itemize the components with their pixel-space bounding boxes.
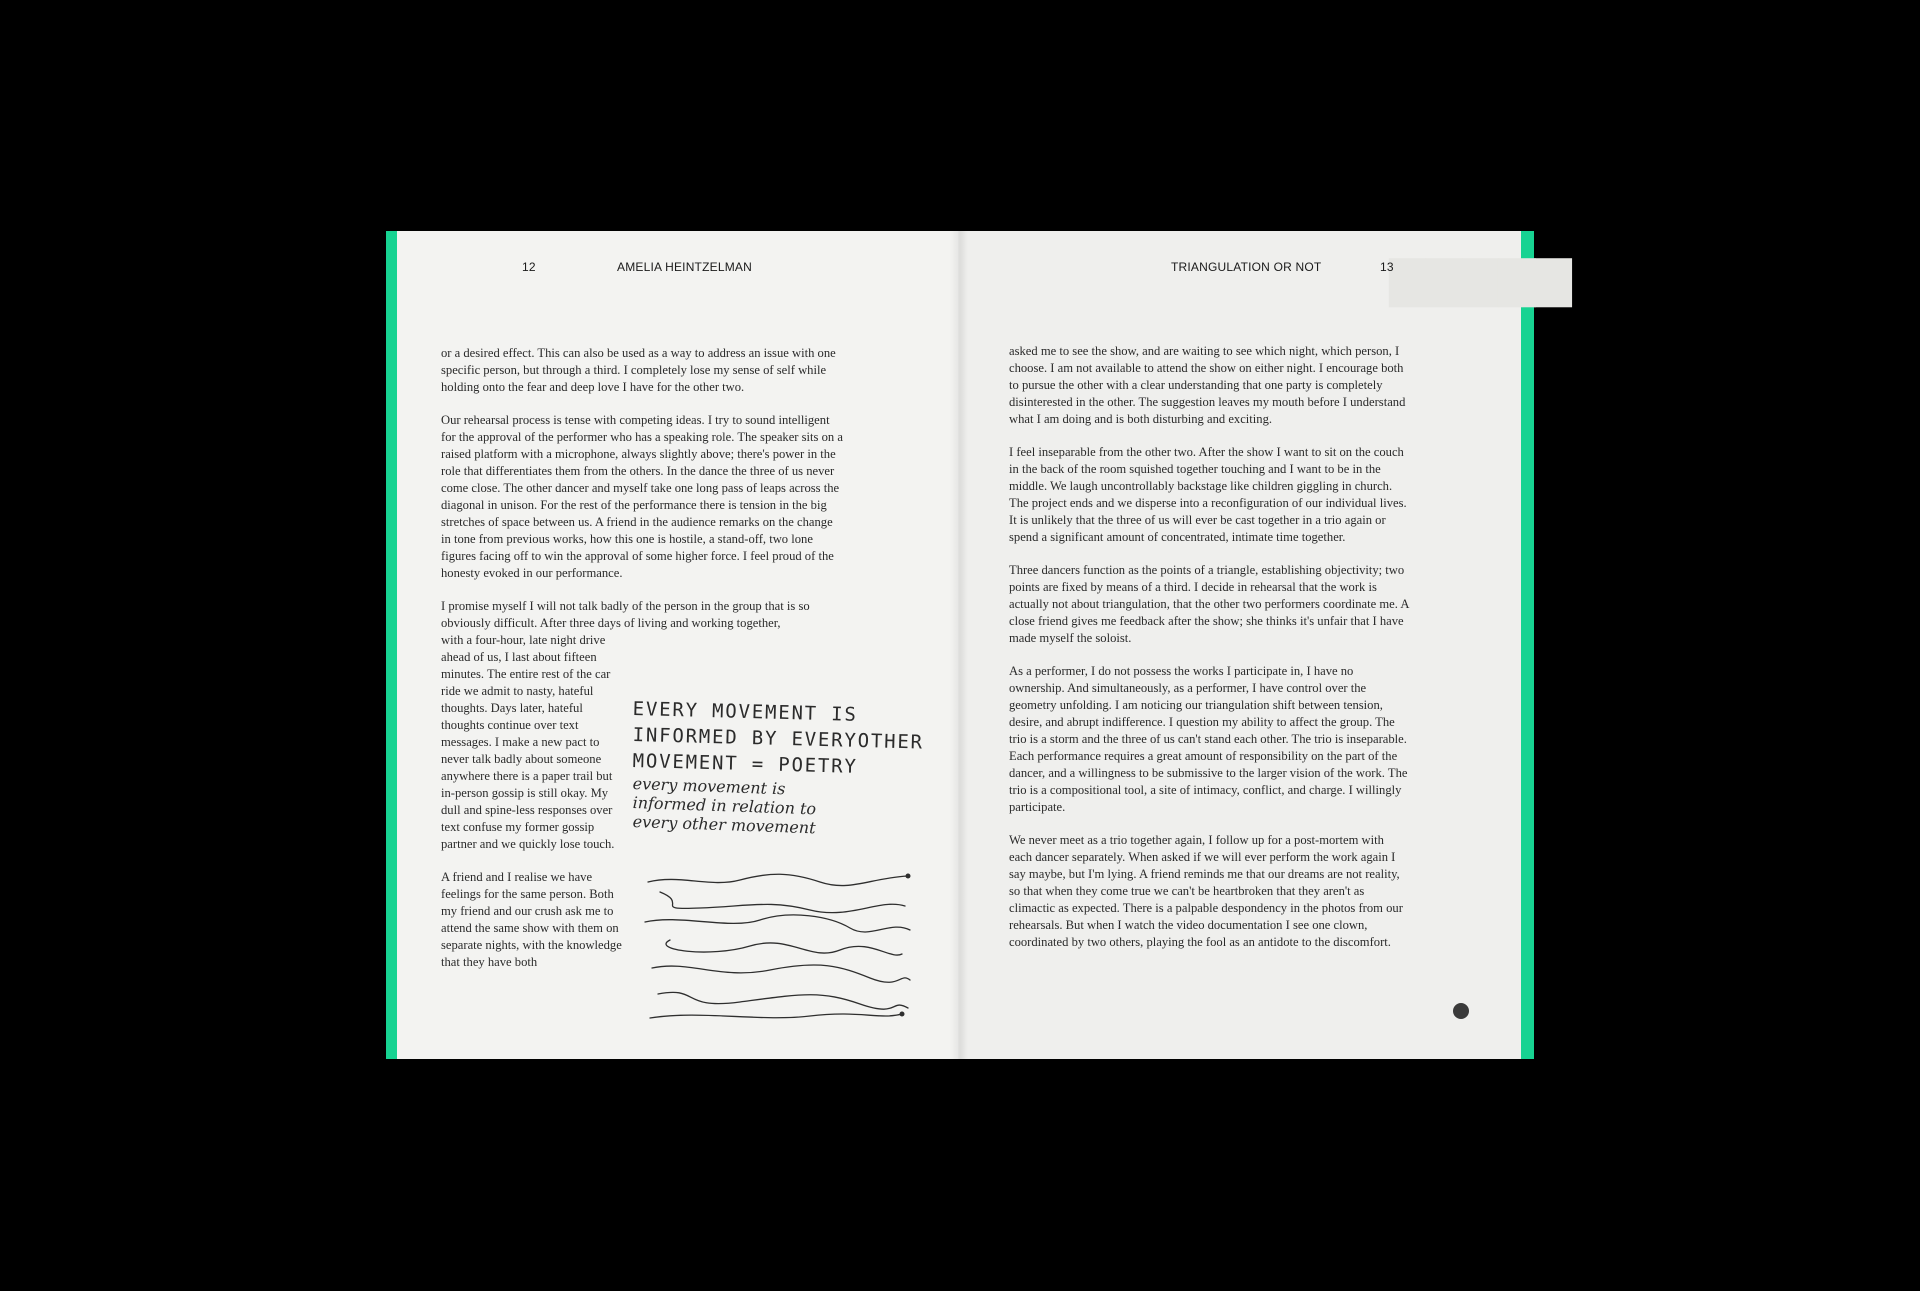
paragraph: asked me to see the show, and are waiting to see which night, which person, I choose. I am not available to attend the show on either night. I encourage both to pursue the other with a clear understanding that one party is completely disinterested in the other. The suggestion leaves my mouth before I understand what I am doing and is both disturbing and exciting.: [1009, 344, 1406, 426]
narrow-column: [441, 632, 626, 971]
handwritten-line: EVERY MOVEMENT IS: [632, 697, 858, 726]
book-gutter: [950, 231, 968, 1059]
handwritten-line: MOVEMENT = POETRY: [632, 749, 858, 778]
handwritten-line: informed in relation to: [632, 793, 817, 819]
paragraph: with a four-hour, late night drive ahead of us, I last about fifteen minutes. The entire rest of the car ride we admit to nasty, hateful thoughts. Days later, hateful thoughts continue over text messages. I make a new pact to never talk badly about someone anywhere there is a paper trail but in-person gossip is still okay. My dull and spine-less responses over text confuse my former gossip partner and we quickly lose touch.: [441, 633, 615, 851]
green-page-edge-left: [386, 231, 397, 1059]
paragraph: I feel inseparable from the other two. After the show I want to sit on the couch in the back of the room squished together touching and I want to be in the middle. We laugh uncontrollably backstage like children giggling in church. The project ends and we disperse into a reconfiguration of our individual lives. It is unlikely that the three of us will ever be cast together in a trio again or spend a significant amount of concentrated, intimate time together.: [1009, 445, 1407, 544]
handwritten-line: INFORMED BY EVERYOTHER: [632, 723, 925, 754]
paragraph: We never meet as a trio together again, I follow up for a post-mortem with each dancer separately. When asked if we will ever perform the work again I say maybe, but I'm lying. A friend reminds me that our dreams are not reality, so that when they come true we can't be heartbroken that they aren't as climactic as expected. There is a palpable despondency in the photos from our rehearsals. But when I watch the video documentation I see one clown, coordinated by two others, playing the fool as an antidote to the discomfort.: [1009, 833, 1403, 949]
paragraph: As a performer, I do not possess the works I participate in, I have no ownership. And simultaneously, as a performer, I have control over the geometry unfolding. I am noticing our triangulation shift between tension, desire, and abrupt indifference. I question my ability to affect the group. The trio is a storm and the three of us can't stand each other. The trio is inseparable. Each performance requires a great amount of responsibility on the part of the dancer, and a willingness to be submissive to the larger vision of the work. The trio is a compositional tool, a site of intimacy, conflict, and charge. I willingly participate.: [1009, 664, 1408, 814]
handwritten-note: [632, 696, 925, 838]
paragraph: Three dancers function as the points of a triangle, establishing objectivity; two points are fixed by means of a third. I decide in rehearsal that the work is actually not about triangulation, that the other two performers coordinate me. A close friend gives me feedback after the show; she thinks it's unfair that I have made myself the soloist.: [1009, 563, 1409, 645]
end-mark-dot: [1453, 1003, 1469, 1019]
page-number-right: 13: [1380, 260, 1394, 274]
handwritten-line: every other movement: [632, 812, 816, 838]
paragraph: I promise myself I will not talk badly of the person in the group that is so obviously difficult. After three days of living and working together,: [441, 599, 810, 630]
paragraph: Our rehearsal process is tense with competing ideas. I try to sound intelligent for the approval of the performer who has a speaking role. The speaker sits on a raised platform with a microphone, always slightly above; there's power in the role that differentiates them from the others. In the dance the three of us never come close. The other dancer and myself take one long pass of leaps across the diagonal in unison. For the rest of the performance there is tension in the big stretches of space between us. A friend in the audience remarks on the change in tone from previous works, how this one is hostile, a stand-off, two lone figures facing off to win the approval of some higher force. I feel proud of the honesty evoked in our performance.: [441, 413, 843, 580]
paragraph: A friend and I realise we have feelings for the same person. Both my friend and our crush ask me to attend the same show with them on separate nights, with the knowledge that they have both: [441, 870, 622, 969]
running-head-left: AMELIA HEINTZELMAN: [617, 260, 752, 274]
handwritten-line: every movement is: [632, 774, 786, 799]
page-number-left: 12: [522, 260, 536, 274]
handwritten-scribble: [640, 870, 920, 1025]
right-column-text: [1009, 343, 1409, 967]
show-through-text: ▇▇▇▇▇: [1390, 253, 1572, 305]
green-page-edge-right: [1521, 231, 1534, 1059]
paragraph: or a desired effect. This can also be used as a way to address an issue with one specific person, but through a third. I completely lose my sense of self while holding onto the fear and deep love I have for the other two.: [441, 346, 836, 394]
running-head-right: TRIANGULATION OR NOT: [1171, 260, 1322, 274]
